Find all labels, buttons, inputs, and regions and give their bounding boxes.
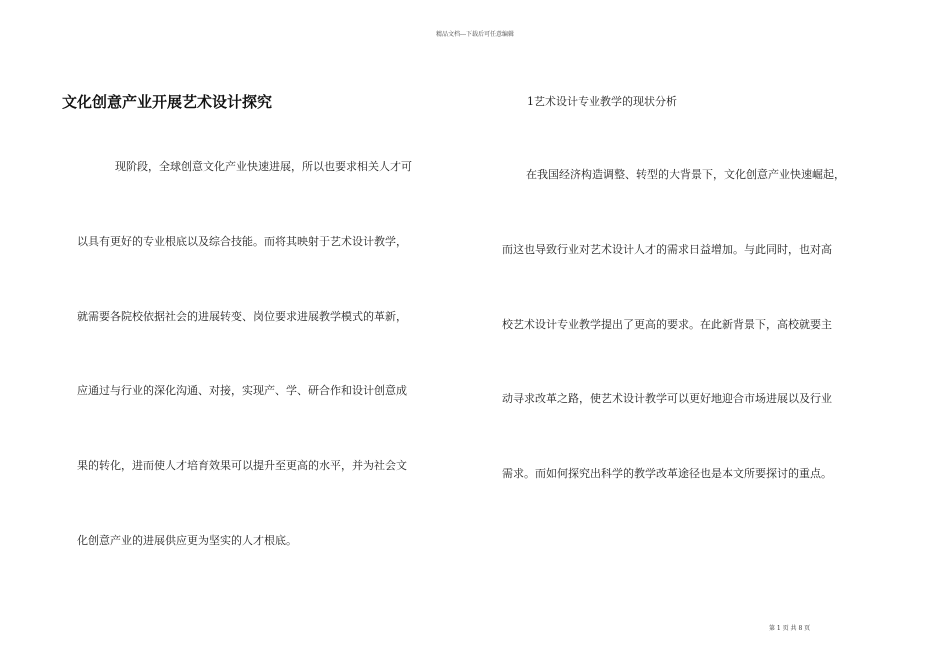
paragraph-line: 果的转化，进而使人才培育效果可以提升至更高的水平，并为社会文 (77, 459, 407, 472)
paragraph-line: 而这也导致行业对艺术设计人才的需求日益增加。与此同时，也对高 (502, 243, 832, 256)
paragraph-line: 以具有更好的专业根底以及综合技能。而将其映射于艺术设计教学， (77, 235, 407, 248)
paragraph-line: 化创意产业的进展供应更为坚实的人才根底。 (77, 534, 297, 547)
page-number: 第 1 页 共 8 页 (769, 625, 811, 632)
paragraph-line: 在我国经济构造调整、转型的大背景下，文化创意产业快速崛起， (526, 168, 845, 181)
paragraph-line: 需求。而如何探究出科学的教学改革途径也是本文所要探讨的重点。 (502, 467, 832, 480)
section-heading: 1艺术设计专业教学的现状分析 (527, 95, 677, 108)
paragraph-line: 校艺术设计专业教学提出了更高的要求。在此新背景下，高校就要主 (502, 318, 832, 331)
paragraph-line: 动寻求改革之路，使艺术设计教学可以更好地迎合市场进展以及行业 (502, 392, 832, 405)
paragraph-line: 就需要各院校依据社会的进展转变、岗位要求进展教学模式的革新， (77, 310, 407, 323)
document-title: 文化创意产业开展艺术设计探究 (62, 93, 273, 111)
paragraph-line: 现阶段，全球创意文化产业快速进展，所以也要求相关人才可 (115, 160, 412, 173)
header-note: 精品文档---下载后可任意编辑 (435, 31, 515, 38)
paragraph-line: 应通过与行业的深化沟通、对接，实现产、学、研合作和设计创意成 (77, 384, 407, 397)
